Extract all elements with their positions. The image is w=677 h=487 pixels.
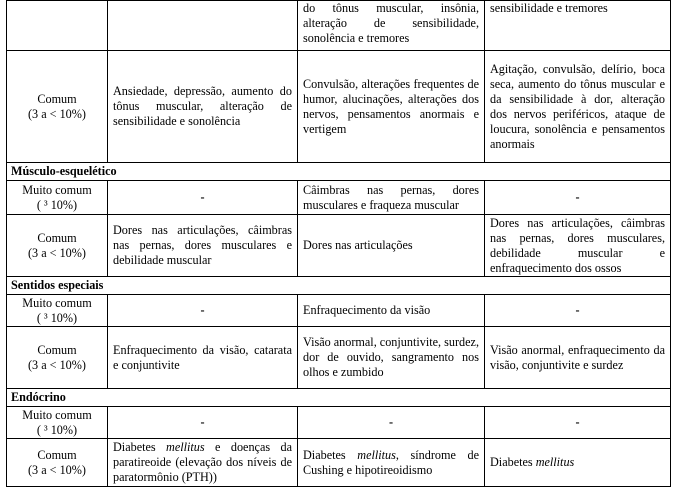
text: , síndrome de Cushing e hipotireoidismo xyxy=(303,447,479,477)
cell: - xyxy=(485,295,671,327)
text: Diabetes xyxy=(490,455,536,469)
italic-term: mellitus xyxy=(535,455,575,469)
freq-range: (3 a < 10%) xyxy=(28,245,86,260)
freq-label: Comum xyxy=(37,447,77,462)
table-row xyxy=(7,51,671,163)
freq-range: ( ³ 10%) xyxy=(36,310,78,325)
freq-label: Muito comum xyxy=(22,407,92,422)
cell: Ansiedade, depressão, aumento do tônus muscular, alteração de sensibilidade e sonolência xyxy=(108,51,298,163)
cell: sensibilidade e tremores xyxy=(485,1,671,51)
cell: - xyxy=(108,407,298,439)
freq-label: Muito comum xyxy=(22,182,92,197)
cell: - xyxy=(108,295,298,327)
cell: Enfraquecimento da visão xyxy=(298,295,485,327)
table-row xyxy=(7,439,671,487)
freq-cell xyxy=(7,51,108,163)
freq-range: ( ³ 10%) xyxy=(36,197,78,212)
section-header-row xyxy=(7,277,671,295)
section-header-row xyxy=(7,163,671,181)
cell: Dores nas articulações, câimbras nas pernas, dores musculares, debilidade muscular e enfraquecimento dos ossos xyxy=(485,215,671,277)
cell: - xyxy=(485,407,671,439)
freq-range: (3 a < 10%) xyxy=(28,357,86,372)
cell: Visão anormal, conjuntivite, surdez, dor de ouvido, sangramento nos olhos e zumbido xyxy=(298,327,485,389)
cell: Agitação, convulsão, delírio, boca seca, aumento do tônus muscular e da sensibilidade à dor, alteração dos nervos periféricos, ataque de loucura, sonolência e pensamentos anormais xyxy=(485,51,671,163)
section-header-row xyxy=(7,389,671,407)
table-row xyxy=(7,1,671,51)
cell xyxy=(108,439,298,487)
cell: Dores nas articulações, câimbras nas pernas, dores musculares e debilidade muscular xyxy=(108,215,298,277)
freq-label: Comum xyxy=(37,230,77,245)
cell: - xyxy=(485,181,671,215)
freq-label: Muito comum xyxy=(22,295,92,310)
cell xyxy=(298,439,485,487)
table-row xyxy=(7,181,671,215)
freq-range: (3 a < 10%) xyxy=(28,462,86,477)
cell: Convulsão, alterações frequentes de humor, alucinações, alterações dos nervos, pensamentos anormais e vertigem xyxy=(298,51,485,163)
text: Diabetes xyxy=(113,440,167,454)
freq-range: ( ³ 10%) xyxy=(36,422,78,437)
freq-range: (3 a < 10%) xyxy=(28,106,86,121)
cell: do tônus muscular, insônia, alteração de sensibilidade, sonolência e tremores xyxy=(298,1,485,51)
freq-label: Comum xyxy=(37,342,77,357)
cell xyxy=(108,1,298,51)
freq-cell xyxy=(7,327,108,389)
table-row xyxy=(7,327,671,389)
table-row xyxy=(7,407,671,439)
section-title: Endócrino xyxy=(7,389,671,407)
cell: Visão anormal, enfraquecimento da visão, conjuntivite e surdez xyxy=(485,327,671,389)
cell xyxy=(485,439,671,487)
adverse-effects-table xyxy=(6,0,671,487)
cell: Câimbras nas pernas, dores musculares e fraqueza muscular xyxy=(298,181,485,215)
freq-label: Comum xyxy=(37,91,77,106)
freq-cell xyxy=(7,181,108,215)
cell: - xyxy=(108,181,298,215)
section-title: Músculo-esquelético xyxy=(7,163,671,181)
cell: Enfraquecimento da visão, catarata e conjuntivite xyxy=(108,327,298,389)
cell: Dores nas articulações xyxy=(298,215,485,277)
freq-cell xyxy=(7,295,108,327)
section-title: Sentidos especiais xyxy=(7,277,671,295)
freq-cell xyxy=(7,407,108,439)
table-row xyxy=(7,295,671,327)
table-row xyxy=(7,215,671,277)
cell: - xyxy=(298,407,485,439)
italic-term: mellitus xyxy=(357,447,396,462)
text: e doenças da paratireoide (elevação dos níveis de paratormônio (PTH)) xyxy=(113,440,293,484)
freq-cell xyxy=(7,439,108,487)
freq-cell xyxy=(7,1,108,51)
italic-term: mellitus xyxy=(166,440,205,454)
text: Diabetes xyxy=(303,447,358,462)
freq-cell xyxy=(7,215,108,277)
